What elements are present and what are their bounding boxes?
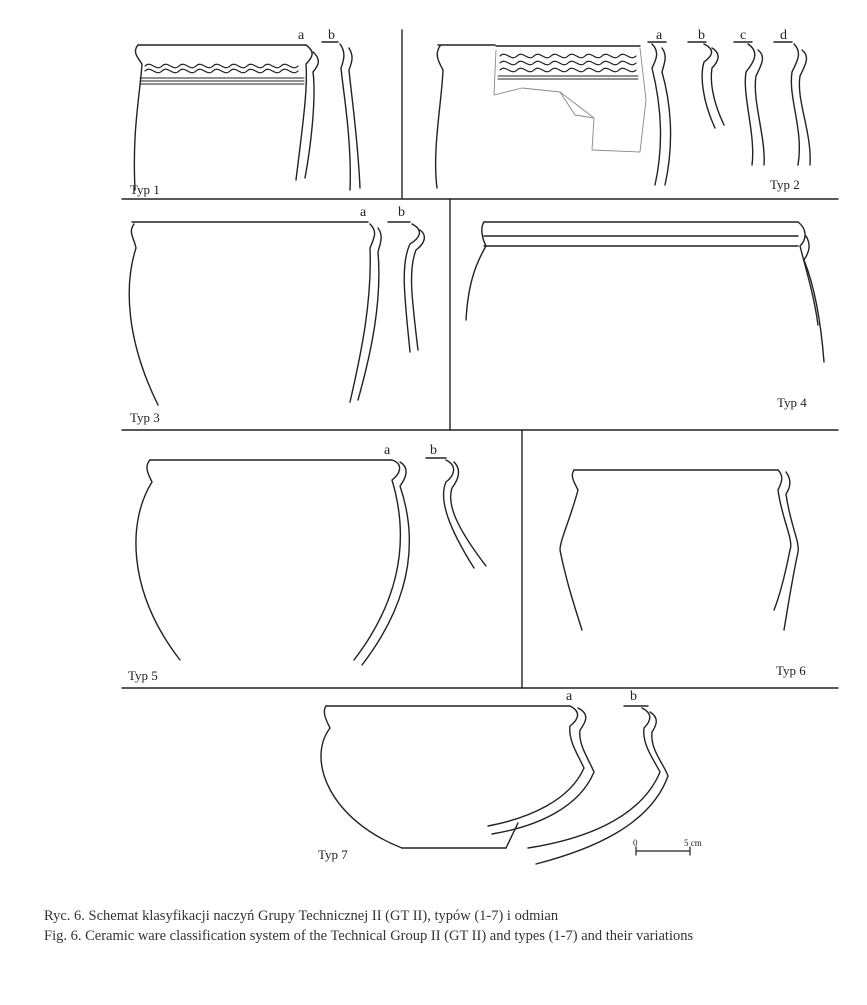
variant-label-typ-2-b: b xyxy=(698,28,705,43)
caption-polish: Ryc. 6. Schemat klasyfikacji naczyń Grupy Technicznej II (GT II), typów (1-7) i odmian xyxy=(44,908,559,924)
scale-bar-start-label: 0 xyxy=(633,838,638,848)
profile-typ-5-b xyxy=(426,458,486,568)
variant-label-typ-3-b: b xyxy=(398,205,405,220)
variant-label-typ-5-a: a xyxy=(384,443,391,458)
type-label-typ-5: Typ 5 xyxy=(128,668,158,683)
scale-bar-labels xyxy=(633,838,702,848)
scale-bar-end-label: 5 cm xyxy=(684,838,702,848)
variant-label-typ-5-b: b xyxy=(430,443,437,458)
type-label-typ-7: Typ 7 xyxy=(318,847,348,862)
type-label-typ-6: Typ 6 xyxy=(776,663,806,678)
horizontal-grooves xyxy=(140,78,304,84)
variant-label-typ-2-c: c xyxy=(740,28,747,43)
variant-label-typ-2-d: d xyxy=(780,28,787,43)
variant-label-typ-7-a: a xyxy=(566,689,573,704)
caption-english: Fig. 6. Ceramic ware classification system of the Technical Group II (GT II) and types (1-7) and their variations xyxy=(44,928,694,944)
type-label-typ-3: Typ 3 xyxy=(130,410,160,425)
profile-typ-2-c xyxy=(734,42,764,165)
type-labels xyxy=(128,177,807,862)
horizontal-grooves xyxy=(498,76,638,79)
vessel-typ-2 xyxy=(436,45,646,188)
scale-bar xyxy=(636,847,690,855)
type-label-typ-2: Typ 2 xyxy=(770,177,800,192)
panel-grid xyxy=(122,30,838,688)
variant-labels xyxy=(298,28,787,704)
variant-label-typ-3-a: a xyxy=(360,205,367,220)
variant-label-typ-2-a: a xyxy=(656,28,663,43)
profile-typ-2-d xyxy=(774,42,810,165)
vessel-typ-1 xyxy=(134,45,318,190)
vessel-typ-5 xyxy=(136,460,409,665)
vessel-typ-6 xyxy=(560,470,798,630)
profile-typ-2-b xyxy=(688,42,724,128)
wavy-ornament xyxy=(500,54,636,71)
variant-label-typ-1-a: a xyxy=(298,28,305,43)
variant-label-typ-7-b: b xyxy=(630,689,637,704)
type-label-typ-1: Typ 1 xyxy=(130,182,160,197)
wavy-ornament xyxy=(145,64,298,72)
vessel-typ-7 xyxy=(321,706,594,848)
profile-typ-7-b xyxy=(528,706,668,864)
vessel-typ-3 xyxy=(129,222,381,405)
type-label-typ-4: Typ 4 xyxy=(777,395,807,410)
profile-typ-3-b xyxy=(388,222,424,352)
profile-typ-1-b xyxy=(322,42,360,190)
vessel-typ-4 xyxy=(466,222,824,362)
profile-typ-2-a xyxy=(648,42,671,185)
variant-label-typ-1-b: b xyxy=(328,28,335,43)
